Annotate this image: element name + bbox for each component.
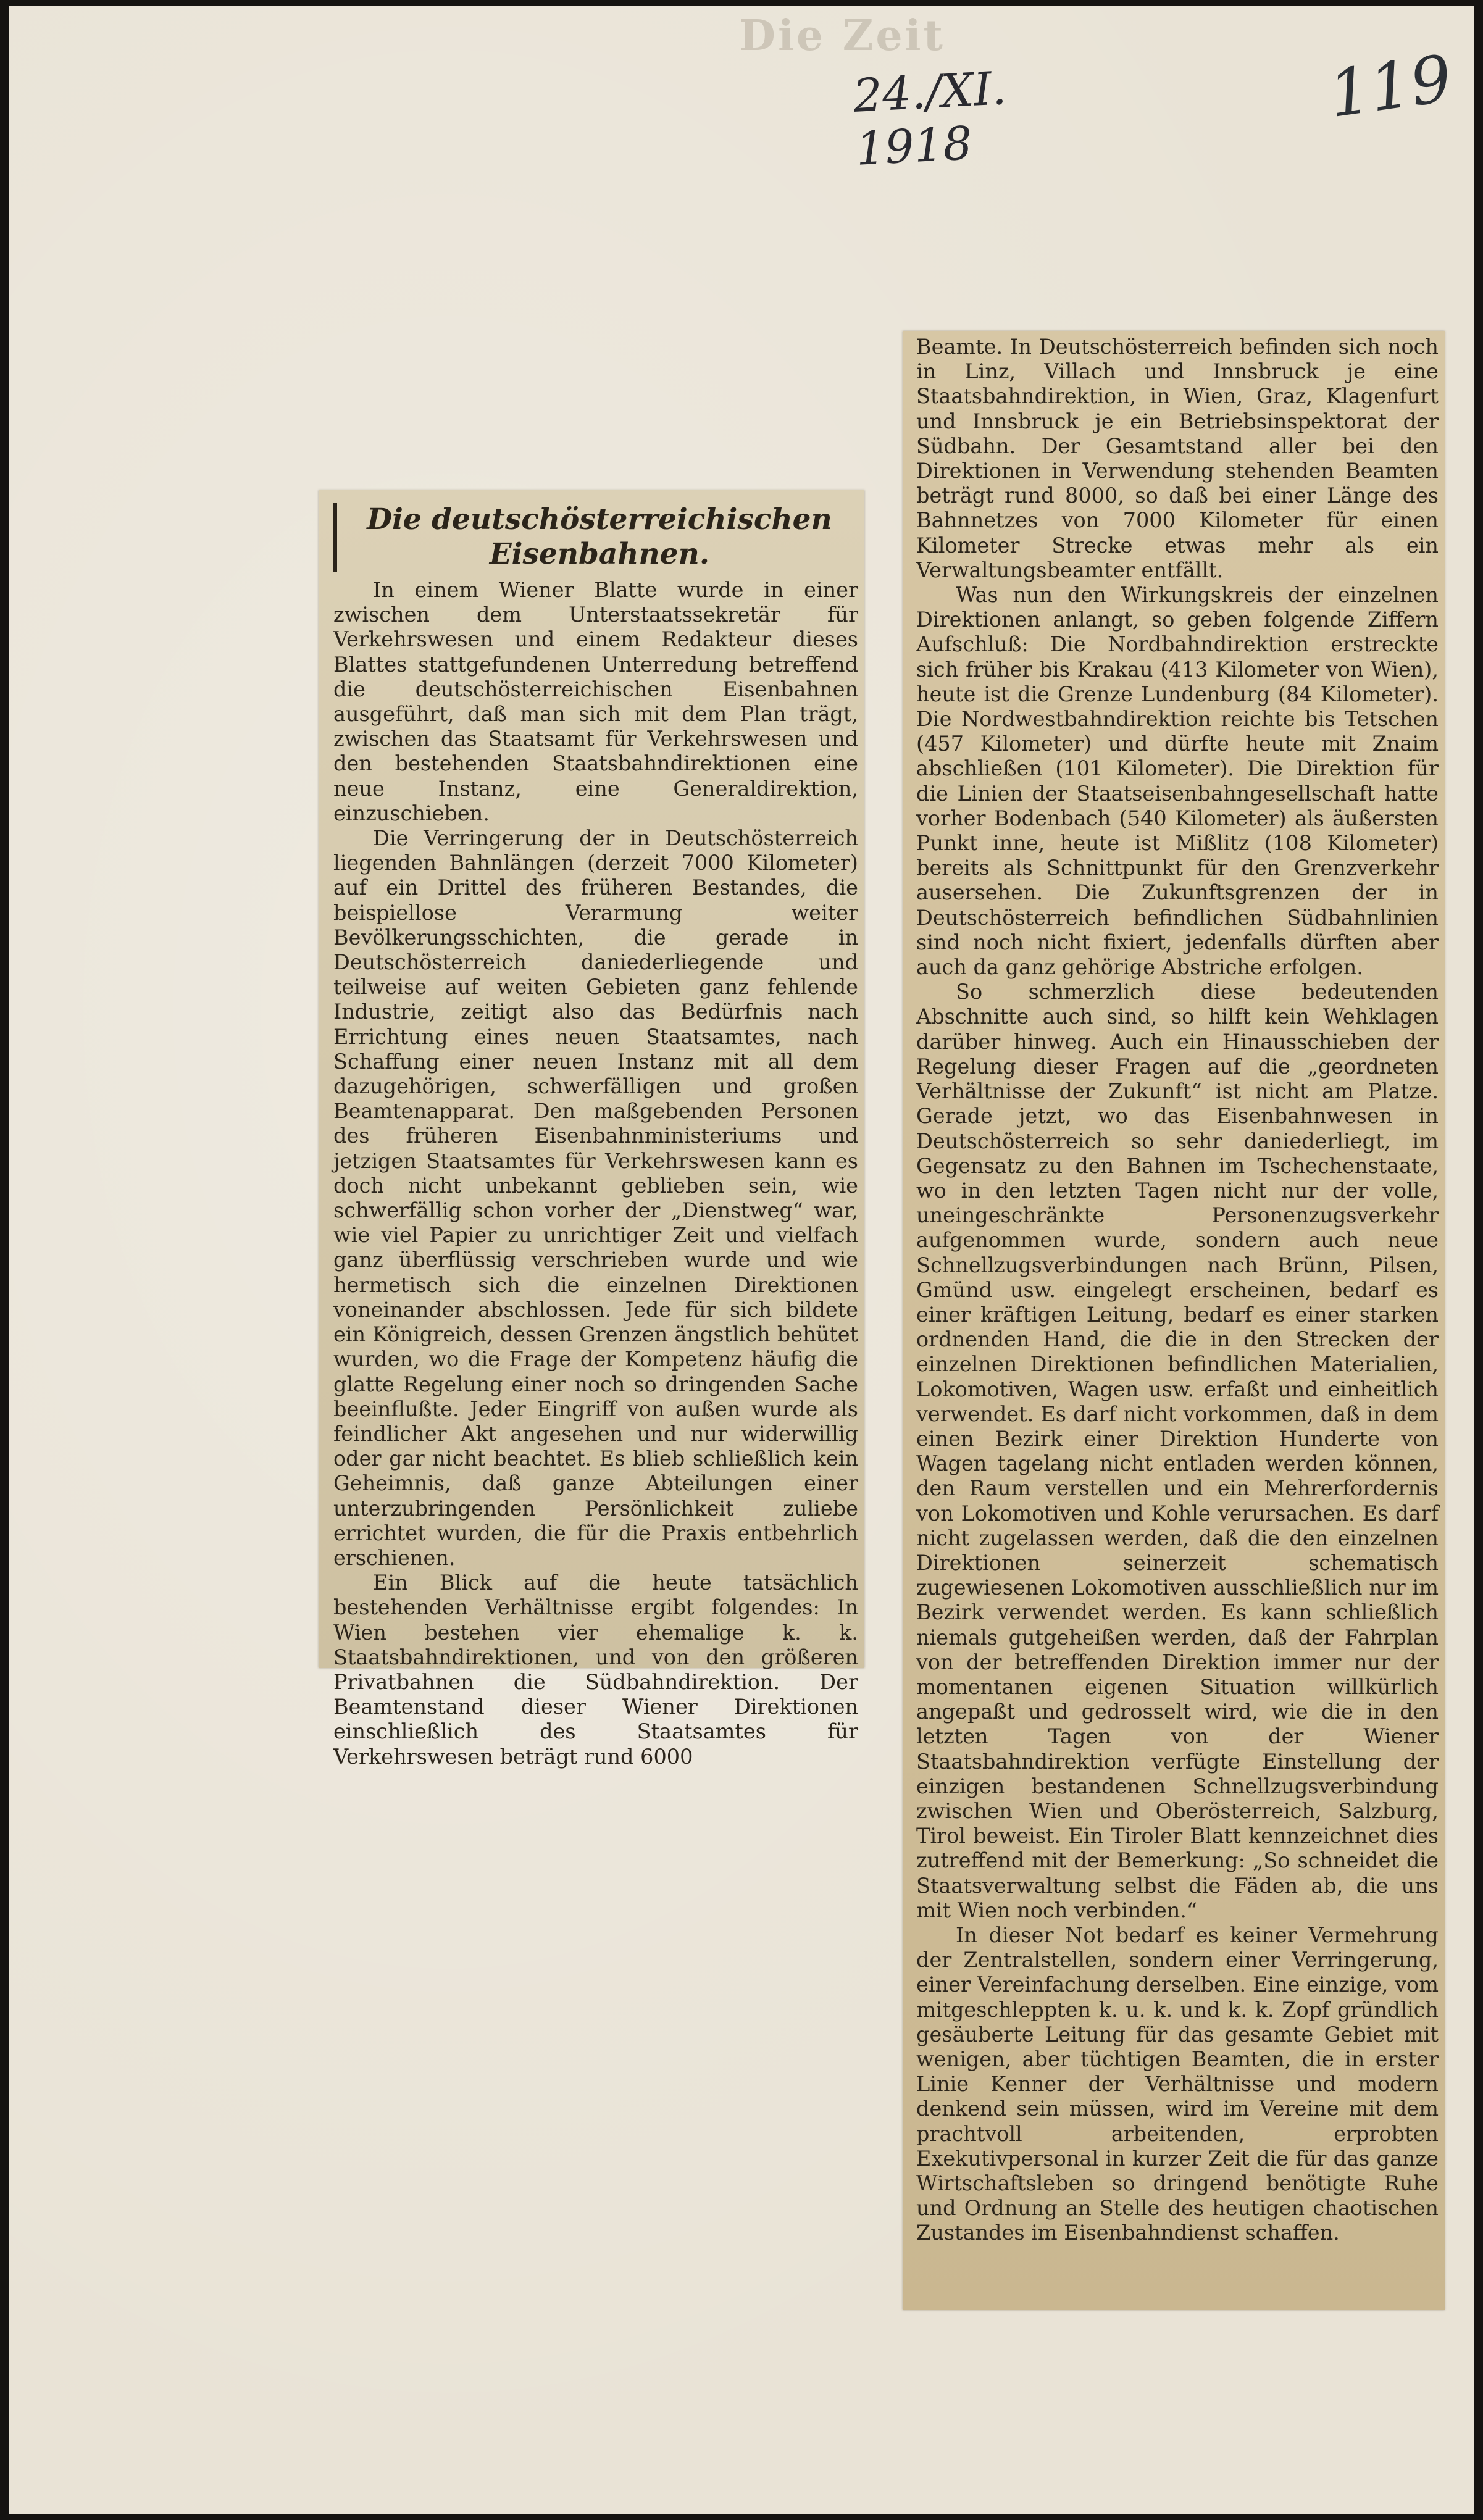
paragraph: Die Verringerung der in Deutschösterreich liegenden Bahnlängen (derzeit 7000 Kilometer) auf ein Drittel des früheren Bestandes, die beispiellose Verarmung weiter Bevölkerungsschichten, die gerade in Deutschösterreich daniederliegende und teilweise auf weiten Gebieten ganz fehlende Industrie, zeitigt also das Bedürfnis nach Errichtung eines neuen Staatsamtes, nach Schaffung einer neuen Instanz mit all dem dazugehörigen, schwerfälligen und großen Beamtenapparat. Den maßgebenden Personen des früheren Eisenbahnministeriums und jetzigen Staatsamtes für Verkehrswesen kann es doch nicht unbekannt geblieben sein, wie schwerfällig schon vorher der „Dienstweg“ war, wie viel Papier zu unrichtiger Zeit und vielfach ganz überflüssig verschrieben wurde und wie hermetisch sich die einzelnen Direktionen voneinander abschlossen. Jede für sich bildete ein Königreich, dessen Grenzen ängstlich behütet wurden, wo die Frage der Kompetenz häufig die glatte Regelung einer noch so dringenden Sache beeinflußte. Jeder Eingriff von außen wurde als feindlicher Akt angesehen und nur widerwillig oder gar nicht beachtet. Es blieb schließlich kein Geheimnis, daß ganze Abteilungen einer unterzubringenden Persönlichkeit zuliebe errichtet wurden, die für die Praxis entbehrlich erschienen. [333,826,858,1570]
archive-sheet [9,6,1474,2514]
paragraph: In dieser Not bedarf es keiner Vermehrung der Zentralstellen, sondern einer Verringerung, einer Vereinfachung derselben. Eine einzige, vom mitgeschleppten k. u. k. und k. k. Zopf gründlich gesäuberte Leitung für das gesamte Gebiet mit wenigen, aber tüchtigen Beamten, die in erster Linie Kenner der Verhältnisse und modern denkend sein müssen, wird im Vereine mit dem prachtvoll arbeitenden, erprobten Exekutivpersonal in kurzer Zeit die für das ganze Wirtschaftsleben so dringend benötigte Ruhe und Ordnung an Stelle des heutigen chaotischen Zustandes im Eisenbahndienst schaffen. [916,1923,1439,2245]
folio-number: 119 [1324,40,1456,133]
clipping-left-column [319,490,864,1769]
paragraph: Ein Blick auf die heute tatsächlich bestehenden Verhältnisse ergibt folgendes: In Wien bestehen vier ehemalige k. k. Staatsbahndirektionen, und von den größeren Privatbahnen die Südbahndirektion. Der Beamtenstand dieser Wiener Direktionen einschließlich des Staatsamtes für Verkehrswesen beträgt rund 6000 [333,1571,858,1769]
clipping-right-column [903,331,1445,2310]
handwritten-date: 24./XI. 1918 [851,62,1008,176]
paragraph: In einem Wiener Blatte wurde in einer zwischen dem Unterstaatssekretär für Verkehrswesen und einem Redakteur dieses Blattes stattgefundenen Unterredung betreffend die deutschösterreichischen Eisenbahnen ausgeführt, daß man sich mit dem Plan trägt, zwischen das Staatsamt für Verkehrswesen und den bestehenden Staatsbahndirektionen eine neue Instanz, eine Generaldirektion, einzuschieben. [333,578,858,825]
article-headline: Die deutschösterreichischen Eisenbahnen. [333,503,858,572]
paragraph: Beamte. In Deutschösterreich befinden sich noch in Linz, Villach und Innsbruck je eine Staatsbahndirektion, in Wien, Graz, Klagenfurt und Innsbruck je ein Betriebsinspektorat der Südbahn. Der Gesamtstand aller bei den Direktionen in Verwendung stehenden Beamten beträgt rund 8000, so daß bei einer Länge des Bahnnetzes von 7000 Kilometer für einen Kilometer Strecke etwas mehr als ein Verwaltungsbeamter entfällt. [916,335,1439,582]
paragraph: Was nun den Wirkungskreis der einzelnen Direktionen anlangt, so geben folgende Ziffern Aufschluß: Die Nordbahndirektion erstreckte sich früher bis Krakau (413 Kilometer von Wien), heute ist die Grenze Lundenburg (84 Kilometer). Die Nordwestbahndirektion reichte bis Tetschen (457 Kilometer) und dürfte heute mit Znaim abschließen (101 Kilometer). Die Direktion für die Linien der Staatseisenbahngesellschaft hatte vorher Bodenbach (540 Kilometer) als äußersten Punkt inne, heute ist Mißlitz (108 Kilometer) bereits als Schnittpunkt für den Grenzverkehr ausersehen. Die Zukunftsgrenzen der in Deutschösterreich befindlichen Südbahnlinien sind noch nicht fixiert, jedenfalls dürften aber auch da ganz gehörige Abstriche erfolgen. [916,583,1439,980]
paragraph: So schmerzlich diese bedeutenden Abschnitte auch sind, so hilft kein Wehklagen darüber hinweg. Auch ein Hinausschieben der Regelung dieser Fragen auf die „geordneten Verhältnisse der Zukunft“ ist nicht am Platze. Gerade jetzt, wo das Eisenbahnwesen in Deutschösterreich so sehr daniederliegt, im Gegensatz zu den Bahnen im Tschechenstaate, wo in den letzten Tagen nicht nur der volle, uneingeschränkte Personenzugsverkehr aufgenommen wurde, sondern auch neue Schnellzugsverbindungen nach Brünn, Pilsen, Gmünd usw. eingelegt erscheinen, bedarf es einer kräftigen Leitung, bedarf es einer starken ordnenden Hand, die die in den Strecken der einzelnen Direktionen befindlichen Materialien, Lokomotiven, Wagen usw. erfaßt und einheitlich verwendet. Es darf nicht vorkommen, daß in dem einen Bezirk einer Direktion Hunderte von Wagen tagelang nicht entladen werden können, den Raum verstellen und ein Mehrerfordernis von Lokomotiven und Kohle verursachen. Es darf nicht zugelassen werden, daß die den einzelnen Direktionen seinerzeit schematisch zugewiesenen Lokomotiven ausschließlich nur im Bezirk verwendet werden. Es kann schließlich niemals gutgeheißen werden, daß der Fahrplan von der betreffenden Direktion immer nur der momentanen eigenen Situation willkürlich angepaßt und gedrosselt wird, wie die in den letzten Tagen von der Wiener Staatsbahndirektion verfügte Einstellung der einzigen bestandenen Schnellzugsverbindung zwischen Wien und Oberösterreich, Salzburg, Tirol beweist. Ein Tiroler Blatt kennzeichnet dies zutreffend mit der Bemerkung: „So schneidet die Staatsverwaltung selbst die Fäden ab, die uns mit Wien noch verbinden.“ [916,980,1439,1922]
newspaper-stamp: Die Zeit [739,11,945,60]
